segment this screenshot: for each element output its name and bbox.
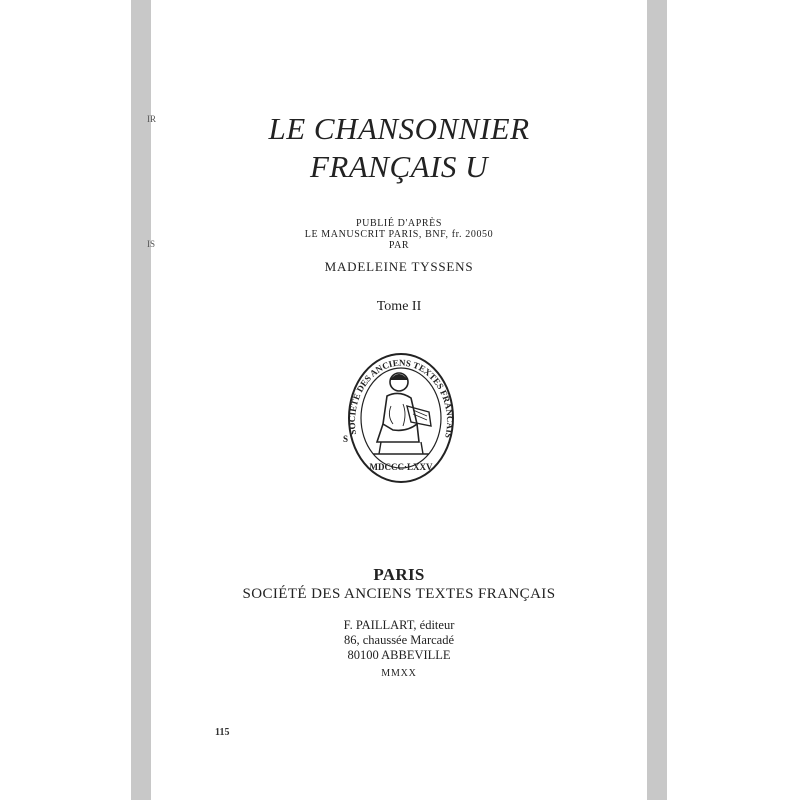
right-gutter [647, 0, 667, 800]
page-number: 115 [215, 727, 230, 738]
margin-fragment: IS [147, 239, 156, 249]
imprint-publisher: F. PAILLART, éditeur [343, 618, 455, 632]
imprint-society: SOCIÉTÉ DES ANCIENS TEXTES FRANÇAIS [242, 586, 556, 602]
seal-side-letter: S [343, 434, 349, 444]
title-line-1: LE CHANSONNIER [268, 111, 530, 146]
imprint-city: PARIS [373, 565, 425, 584]
imprint-year: MMXX [381, 668, 417, 679]
society-seal-emblem [337, 346, 465, 486]
volume-label: Tome II [376, 299, 422, 314]
imprint-town: 80100 ABBEVILLE [347, 648, 451, 662]
subtitle-line-3: PAR [388, 240, 410, 251]
title-page [147, 0, 647, 800]
margin-fragment: IR [147, 114, 156, 124]
subtitle-line-1: PUBLIÉ D'APRÈS [355, 218, 443, 229]
imprint-street: 86, chaussée Marcadé [343, 633, 455, 647]
seal-date-text: MDCCC·LXXV [369, 462, 433, 472]
author-name: MADELEINE TYSSENS [324, 259, 474, 274]
title-line-2: FRANÇAIS U [309, 149, 489, 184]
subtitle-line-2: LE MANUSCRIT PARIS, BNF, fr. 20050 [304, 229, 494, 240]
seal-ring-text: SOCIETE DES ANCIENS TEXTES FRANCAIS [346, 357, 456, 440]
